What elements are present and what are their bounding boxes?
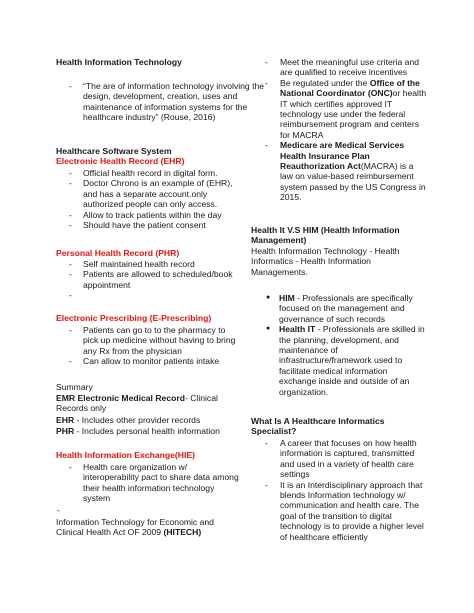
list-item: - Official health record in digital form. bbox=[69, 168, 218, 178]
list-item: - Patients are allowed to scheduled/book appointment bbox=[69, 269, 233, 290]
list-item: - Self maintained health record bbox=[69, 259, 195, 269]
list-item: - Doctor Chrono is an example of (EHR), and has a separate account.only authorized people can only access. bbox=[69, 178, 233, 210]
vs-title: Health It V.S HIM (Health Information Management) bbox=[251, 225, 400, 246]
specialist-list bbox=[251, 438, 427, 542]
list-item: - Allow to track patients within the day bbox=[69, 209, 222, 220]
hit-definition-item bbox=[56, 81, 269, 123]
eprescribing-title: Electronic Prescribing (E-Prescribing) bbox=[56, 313, 212, 323]
hss-title: Healthcare Software System bbox=[56, 146, 172, 156]
dash-marker: - bbox=[69, 81, 72, 91]
list-item: - Can allow to monitor patients intake bbox=[69, 356, 220, 367]
summary-phr: PHR - Includes personal health information bbox=[56, 426, 220, 436]
list-item: - Be regulated under the Office of the National Coordinator (ONC)or health IT which certifies approved IT technology use under the federal reimbursement program and centers for MACRA bbox=[265, 77, 427, 140]
specialist-title: What Is A Healthcare Informatics Specialist? bbox=[251, 416, 385, 437]
list-item: - Should have the patient consent bbox=[69, 220, 206, 231]
hitech-text: Information Technology for Economic and Clinical Health Act OF 2009 (HITECH) bbox=[56, 517, 214, 538]
summary-emr: EMR Electronic Medical Record- Clinical Records only bbox=[56, 393, 218, 414]
eprescribing-list bbox=[56, 325, 242, 367]
list-item: - bbox=[57, 505, 60, 515]
phr-title: Personal Health Record (PHR) bbox=[56, 248, 180, 258]
ehr-title: Electronic Health Record (EHR) bbox=[56, 156, 185, 166]
list-item: - Patients can go to to the pharmacy to pick up medicine without having to bring any Rx from the physician bbox=[69, 325, 236, 356]
hit-title: Health Information Technology bbox=[56, 57, 182, 67]
vs-text: Health Information Technology - Health Informatics - Health Information Managements. bbox=[251, 246, 400, 277]
list-item: ● HIM - Professionals are specifically focused on the management and governance of such records bbox=[266, 293, 413, 324]
him-vs-hit-list bbox=[251, 293, 427, 397]
list-item: - Medicare are Medical Services Health Insurance Plan Reauthorization Act(MACRA) is a law on value-based reimbursement system passed by the US Congress in 2015. bbox=[265, 140, 426, 203]
list-item: - A career that focuses on how health information is captured, transmitted and used in a variety of health care settings bbox=[265, 438, 417, 480]
list-item: ● Health IT - Professionals are skilled in the planning, development, and maintenance of infrastructure/framework used to facilitate medical information exchange inside and outside of an organization. bbox=[266, 324, 425, 397]
hie-title: Health Information Exchange(HIE) bbox=[56, 450, 195, 460]
meaningful-use-list bbox=[251, 57, 427, 203]
list-item: - bbox=[69, 290, 72, 301]
ehr-list bbox=[56, 168, 242, 230]
bullet-icon: ● bbox=[266, 325, 271, 333]
phr-list bbox=[56, 259, 242, 301]
hit-definition-text: “The are of information technology involving the design, development, creation, uses and maintenance of information systems for the healthcare industry” (Rouse, 2016) bbox=[83, 81, 265, 123]
bullet-icon: ● bbox=[266, 294, 271, 301]
summary-label: Summary bbox=[56, 382, 93, 392]
summary-ehr: EHR - Includes other provider records bbox=[56, 415, 201, 425]
hie-list bbox=[56, 462, 242, 504]
list-item: - It is an Interdisciplinary approach that blends Information technology w/ communication and health care. The goal of the transition to digital technology is to provide a higher level of healthcare efficiently bbox=[265, 479, 424, 542]
list-item: - Meet the meaningful use criteria and are qualified to receive incentives bbox=[265, 57, 420, 78]
list-item: - Health care organization w/ interoperability pact to share data among their health information technology system bbox=[69, 462, 239, 504]
